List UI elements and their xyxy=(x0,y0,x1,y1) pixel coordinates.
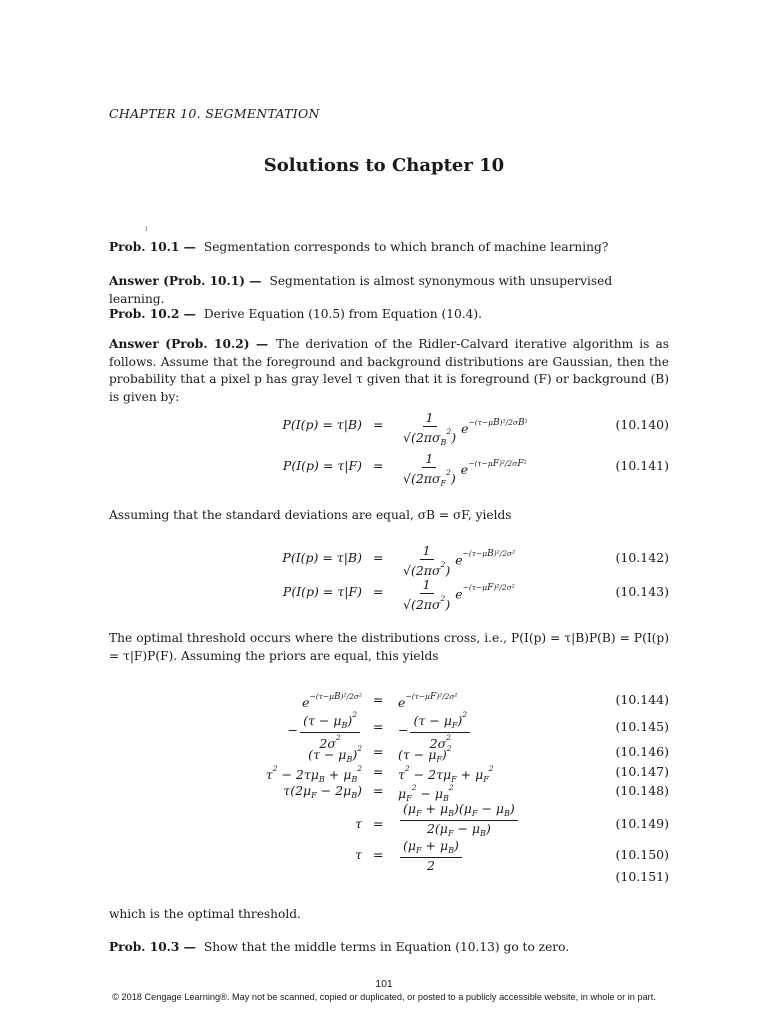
answer-text: Segmentation is almost synonymous with unsupervised learning. xyxy=(109,274,613,306)
page-number: 101 xyxy=(375,978,393,990)
equation-number: (10.150) xyxy=(615,847,669,862)
equation-number: (10.149) xyxy=(615,816,669,831)
equation-10-143: P(I(p) = τ|F) = $\frac{1}{√(2\pi\sigma^2)}$ $e^{-(\tau-\mu F)^2/2\sigma^2}$ (10.143) xyxy=(282,577,669,612)
answer-10-2 xyxy=(109,336,669,406)
equation-number: (10.143) xyxy=(615,584,669,599)
problem-text: Derive Equation (10.5) from Equation (10.4). xyxy=(203,307,483,321)
equation-number: (10.148) xyxy=(615,783,669,798)
equation-10-151 xyxy=(0,869,768,899)
equation-10-142: P(I(p) = τ|B) = $\frac{1}{√(2\pi\sigma^2)}$ $e^{-(\tau-\mu B)^2/2\sigma^2}$ (10.142) xyxy=(282,543,669,578)
equation-number: (10.140) xyxy=(615,417,669,432)
equation-number: (10.142) xyxy=(615,550,669,565)
equation-10-149: τ = $\frac{(\mu_F + \mu_B)(\mu_F - \mu_B)}{2(\mu_F - \mu_B)}$ (10.149) xyxy=(355,801,669,838)
equation-number: (10.146) xyxy=(615,744,669,759)
problem-text: Show that the middle terms in Equation (10.13) go to zero. xyxy=(203,940,570,954)
running-header: CHAPTER 10. SEGMENTATION xyxy=(109,106,320,121)
equation-number: (10.144) xyxy=(615,692,669,707)
answer-label: Answer (Prob. 10.1) — xyxy=(109,274,262,288)
equation-number: (10.147) xyxy=(615,764,669,779)
equation-10-145: − $\frac{(\tau - \mu_B)^2}{2\sigma^2}$ = − $\frac{(\tau - \mu_F)^2}{2\sigma^2}$ (10.145) xyxy=(287,710,669,751)
equation-number: (10.145) xyxy=(615,719,669,734)
equation-10-144: $e^{-(\tau-\mu B)^2/2\sigma^2}$ = $e^{-(\tau-\mu F)^2/2\sigma^2}$ (10.144) xyxy=(302,692,669,710)
equation-number: (10.151) xyxy=(615,869,669,884)
text-conclusion: which is the optimal threshold. xyxy=(109,907,301,921)
equation-number: (10.141) xyxy=(615,458,669,473)
copyright-notice: © 2018 Cengage Learning®. May not be scanned, copied or duplicated, or posted to a publicly accessible website, in whole or in part. xyxy=(112,992,656,1002)
text-equal-sd: Assuming that the standard deviations are equal, σB = σF, yields xyxy=(109,508,512,522)
problem-10-1 xyxy=(109,239,669,257)
problem-label: Prob. 10.3 — xyxy=(109,940,196,954)
equation-10-140: P(I(p) = τ|B) = $\frac{1}{√(2\pi\sigma_B^2)}$ $e^{-(\tau-\mu B)^2/2\sigma B^2}$ (10.140) xyxy=(282,410,669,447)
equation-10-150: τ = $\frac{(\mu_F + \mu_B)}{2}$ (10.150) xyxy=(355,838,669,873)
answer-text: The derivation of the Ridler-Calvard iterative algorithm is as follows. Assume that the foreground and background distributions are Gaussian, then the probability that a pixel p has gray level τ given that it is foreground (F) or background (B) is given by: xyxy=(109,337,669,404)
problem-10-2 xyxy=(109,306,669,324)
problem-label: Prob. 10.2 — xyxy=(109,307,196,321)
page-title: Solutions to Chapter 10 xyxy=(263,155,505,176)
problem-text: Segmentation corresponds to which branch of machine learning? xyxy=(203,240,609,254)
answer-10-1 xyxy=(109,273,669,308)
problem-10-3 xyxy=(109,939,669,957)
equation-10-146: $(\tau - \mu_B)^2$ = $(\tau - \mu_F)^2$ (10.146) xyxy=(308,744,669,764)
answer-label: Answer (Prob. 10.2) — xyxy=(109,337,269,351)
text-optimal-threshold: The optimal threshold occurs where the distributions cross, i.e., P(I(p) = τ|B)P(B) = P(I(p) = τ|F)P(F). Assuming the priors are equal, this yields xyxy=(109,631,669,663)
equation-10-148: $\tau(2\mu_F - 2\mu_B)$ = $\mu_F^2 - \mu_B^2$ (10.148) xyxy=(283,783,669,803)
equation-10-147: $\tau^2 - 2\tau\mu_B + \mu_B^2$ = $\tau^2 - 2\tau\mu_F + \mu_F^2$ (10.147) xyxy=(265,764,669,784)
stray-mark: ı xyxy=(145,224,148,233)
problem-label: Prob. 10.1 — xyxy=(109,240,196,254)
equation-10-141: P(I(p) = τ|F) = $\frac{1}{√(2\pi\sigma_F^2)}$ $e^{-(\tau-\mu F)^2/2\sigma F^2}$ (10.141) xyxy=(282,451,669,488)
